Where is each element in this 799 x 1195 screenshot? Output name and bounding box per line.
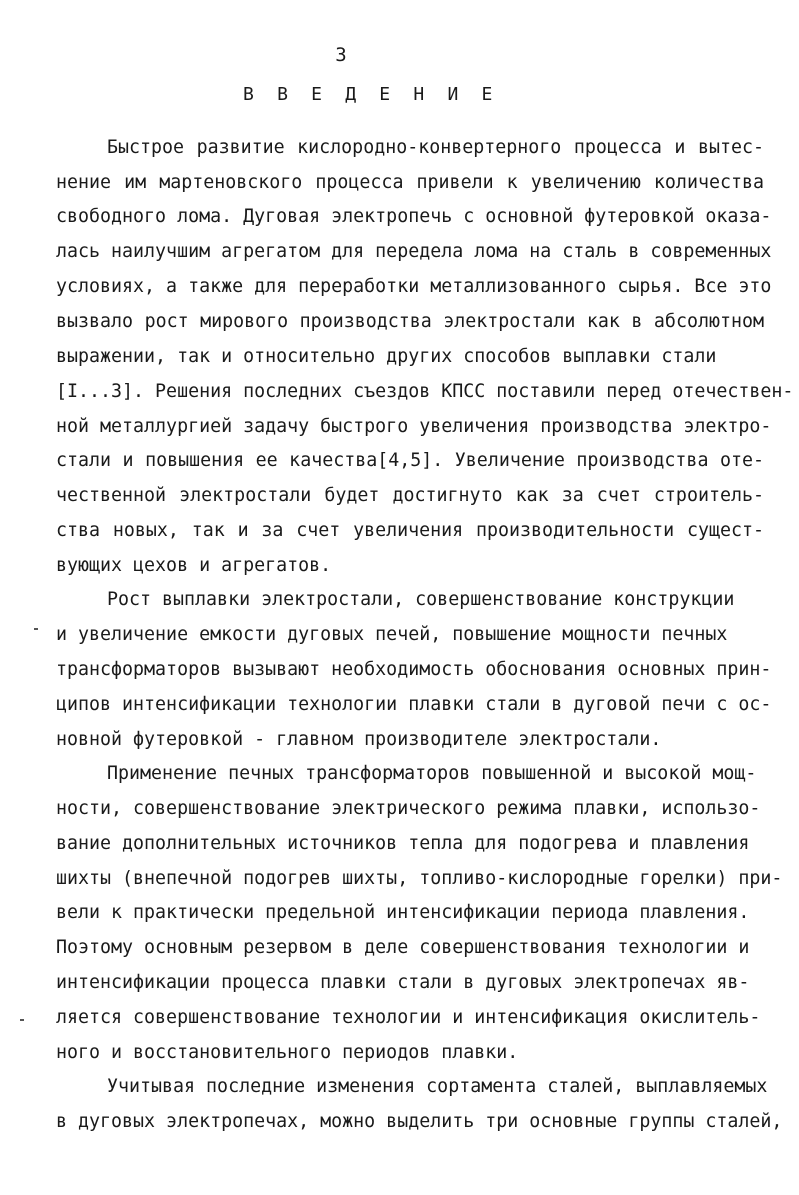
text-line: в дуговых электропечах, можно выделить три основные группы сталей, (56, 1111, 783, 1132)
text-line: ного и восстановительного периодов плавки. (56, 1042, 519, 1063)
text-line: вание дополнительных источников тепла для подогрева и плавления (56, 833, 750, 854)
scan-mark (20, 1019, 24, 1021)
text-line: Рост выплавки электростали, совершенствование конструкции (107, 589, 735, 610)
page-number: 3 (335, 44, 347, 66)
text-line: шихты (внепечной подогрев шихты, топливо-кислородные горелки) при- (56, 868, 783, 889)
text-line: условиях, а также для переработки металлизованного сырья. Все это (56, 276, 772, 297)
text-line: Применение печных трансформаторов повышенной и высокой мощ- (107, 763, 757, 784)
text-line: ляется совершенствование технологии и интенсификация окислитель- (56, 1007, 761, 1028)
text-line: нение им мартеновского процесса привели к увеличению количества (56, 172, 764, 193)
text-line: Быстрое развитие кислородно-конвертерного процесса и вытес- (107, 137, 764, 158)
text-line: ципов интенсификации технологии плавки стали в дуговой печи с ос- (56, 694, 772, 715)
text-line: [I...3]. Решения последних съездов КПСС поставили перед отечествен- (56, 381, 794, 402)
text-line: вызвало рост мирового производства электростали как в абсолютном (56, 311, 764, 332)
text-line: свободного лома. Дуговая электропечь с основной футеровкой оказа- (56, 206, 772, 227)
text-line: ной металлургией задачу быстрого увеличения производства электро- (56, 416, 772, 437)
text-line: ности, совершенствование электрического режима плавки, использо- (56, 798, 761, 819)
text-line: вели к практически предельной интенсификации периода плавления. (56, 902, 750, 923)
text-line: Учитывая последние изменения сортамента сталей, выплавляемых (107, 1076, 768, 1097)
text-line: трансформаторов вызывают необходимость обоснования основных прин- (56, 659, 772, 680)
text-line: и увеличение емкости дуговых печей, повышение мощности печных (56, 624, 728, 645)
text-line: интенсификации процесса плавки стали в дуговых электропечах яв- (56, 972, 750, 993)
text-line: ства новых, так и за счет увеличения производительности сущест- (56, 520, 764, 541)
section-heading: В В Е Д Е Н И Е (243, 84, 499, 105)
text-line: чественной электростали будет достигнуто как за счет строитель- (56, 485, 764, 506)
text-line: новной футеровкой - главном производителе электростали. (56, 729, 662, 750)
text-line: стали и повышения ее качества[4,5]. Увеличение производства оте- (56, 450, 764, 471)
text-line: вующих цехов и агрегатов. (56, 555, 332, 576)
scan-mark (34, 628, 38, 630)
text-line: лась наилучшим агрегатом для передела лома на сталь в современных (56, 241, 772, 262)
text-line: Поэтому основным резервом в деле совершенствования технологии и (56, 937, 750, 958)
text-line: выражении, так и относительно других способов выплавки стали (56, 346, 717, 367)
